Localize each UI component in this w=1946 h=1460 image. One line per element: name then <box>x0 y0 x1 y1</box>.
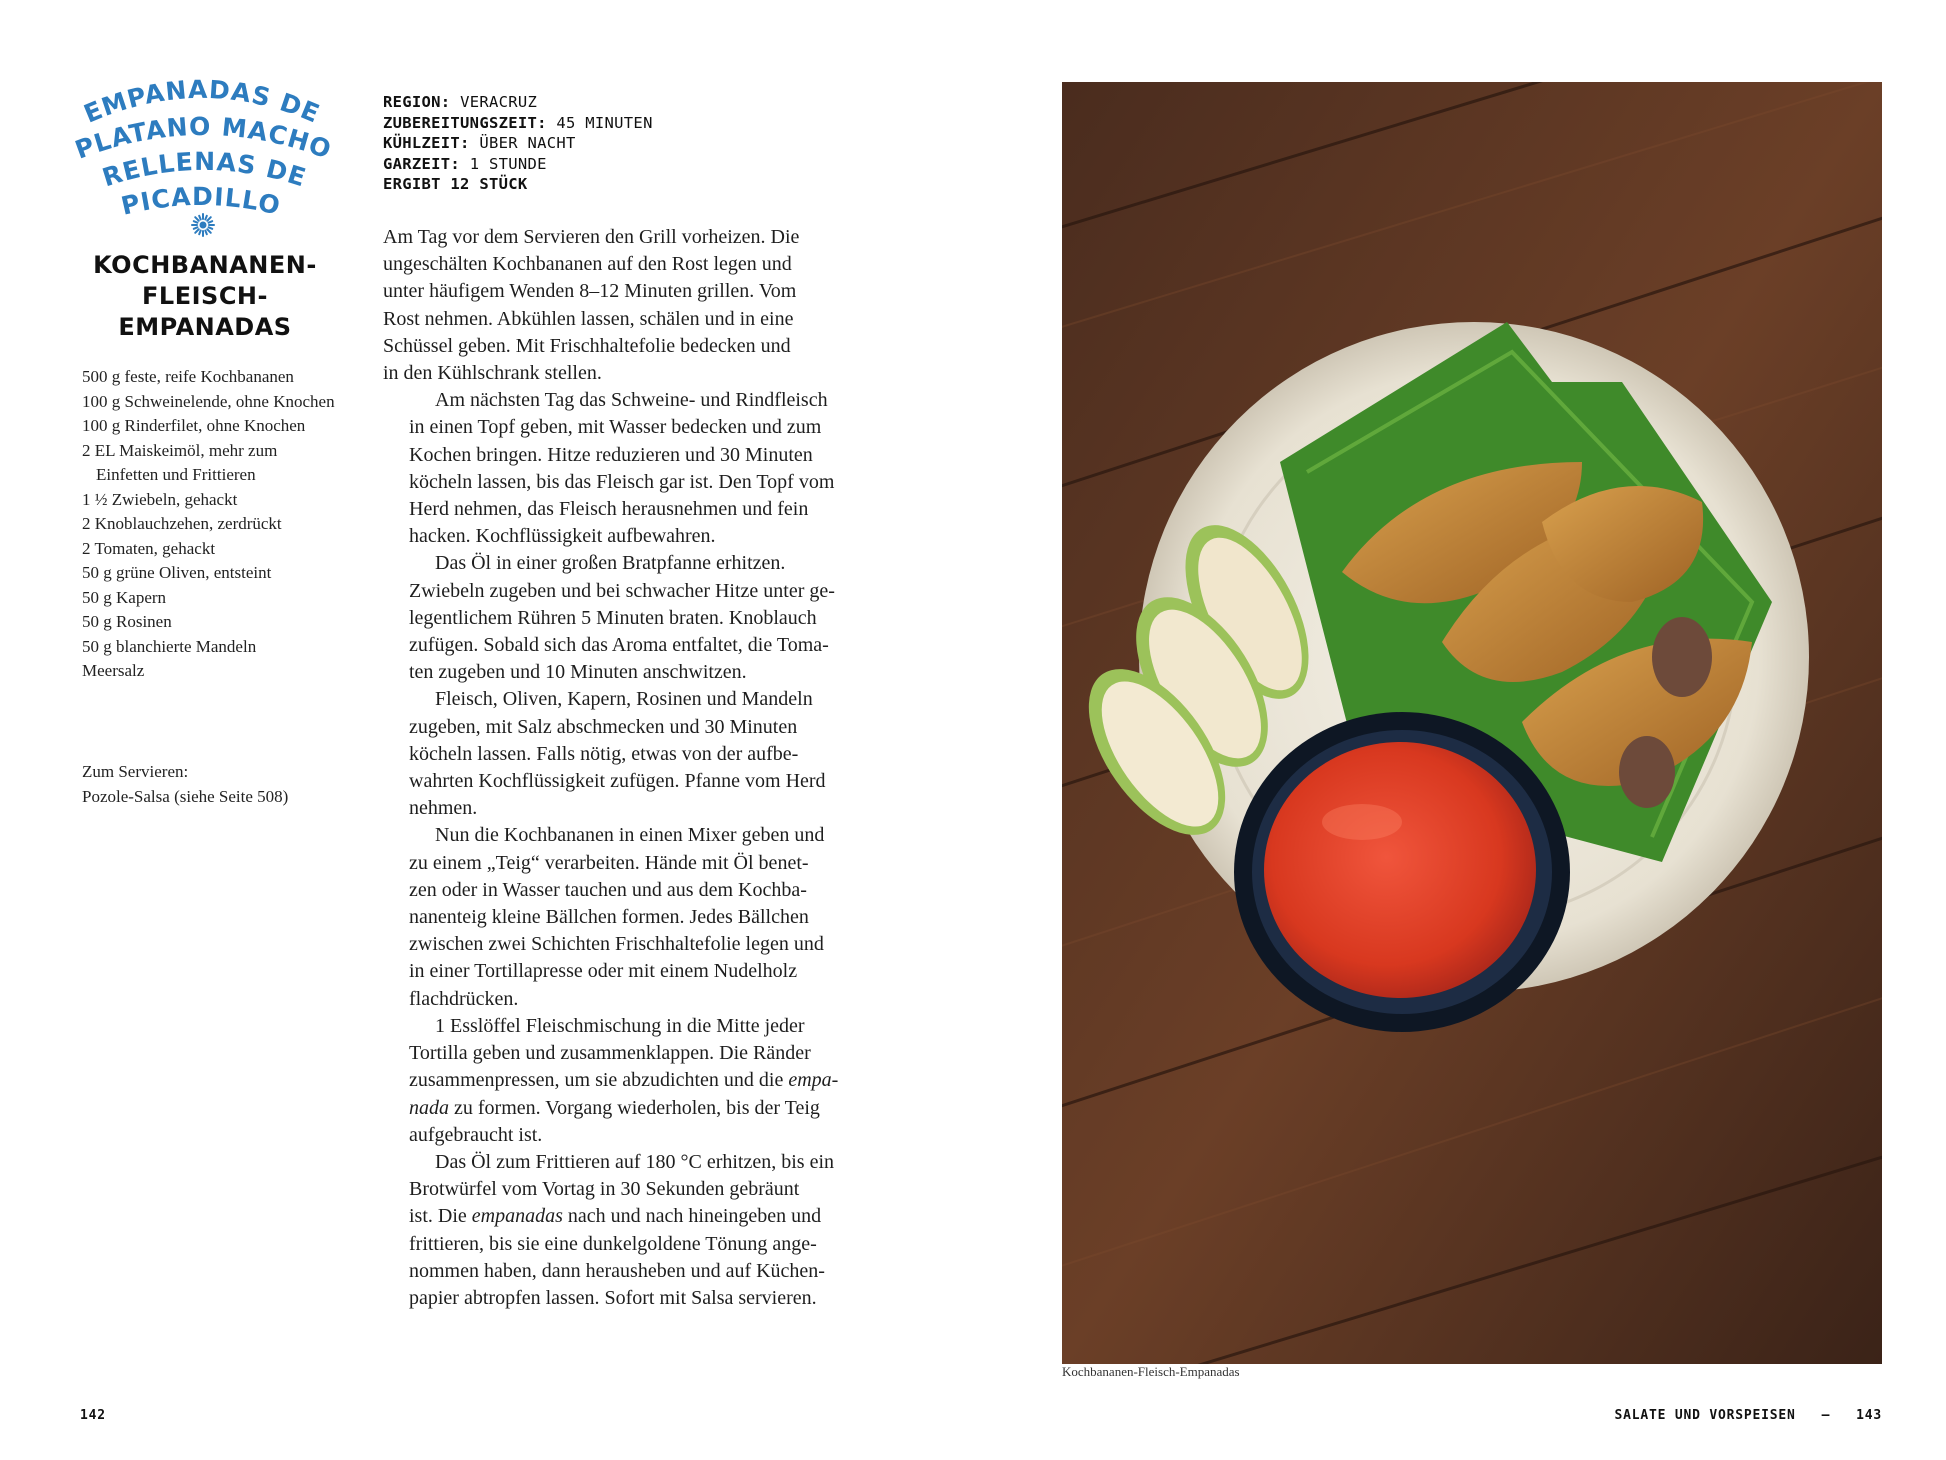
german-title-line: EMPANADAS <box>118 313 292 341</box>
method-line: nommen haben, dann herausheben und auf Küchen- <box>409 1259 825 1282</box>
sun-flower-icon <box>190 212 216 238</box>
method-line: in einer Tortillapresse oder mit einem Nudelholz <box>409 960 798 983</box>
meta-chill-time: KÜHLZEIT: ÜBER NACHT <box>383 134 576 152</box>
page-number-left: 142 <box>80 1408 106 1423</box>
method-line: Am Tag vor dem Servieren den Grill vorheizen. Die <box>383 226 800 248</box>
method-line: hacken. Kochflüssigkeit aufbewahren. <box>409 525 716 548</box>
method-line: unter häufigem Wenden 8–12 Minuten grillen. Vom <box>383 280 797 303</box>
serving-label: Zum Servieren: <box>82 762 189 781</box>
dish-photo <box>1062 82 1882 1364</box>
serving-item: Pozole-Salsa (siehe Seite 508) <box>82 786 289 806</box>
method-line: nehmen. <box>409 797 478 820</box>
ingredient-item: 2 Tomaten, gehackt <box>82 538 216 558</box>
method-line: ungeschälten Kochbananen auf den Rost legen und <box>383 253 792 276</box>
meta-yield: ERGIBT 12 STÜCK <box>383 175 528 193</box>
ingredient-item: 500 g feste, reife Kochbananen <box>82 367 294 386</box>
method-paragraph <box>383 387 873 550</box>
method-line: Am nächsten Tag das Schweine- und Rindfleisch <box>435 389 828 412</box>
method-line: zusammenpressen, um sie abzudichten und die empa- <box>409 1069 839 1092</box>
method-line: köcheln lassen, bis das Fleisch gar ist. Den Topf vom <box>409 470 835 493</box>
method-line: Kochen bringen. Hitze reduzieren und 30 Minuten <box>409 443 813 466</box>
spanish-title-line-4: PICADILLO <box>118 181 284 221</box>
ingredient-item: 2 Knoblauchzehen, zerdrückt <box>82 514 282 533</box>
method-line: legentlichem Rühren 5 Minuten braten. Knoblauch <box>409 606 817 629</box>
method-line: ist. Die empanadas nach und nach hineingeben und <box>409 1205 822 1228</box>
photo-caption: Kochbananen-Fleisch-Empanadas <box>1062 1364 1240 1379</box>
german-title-line: FLEISCH- <box>142 282 268 310</box>
method-line: zu einem „Teig“ verarbeiten. Hände mit Öl benet- <box>409 851 809 874</box>
spanish-title-line-1: EMPANADAS DE <box>79 74 325 129</box>
meta-prep-time: ZUBEREITUNGSZEIT: 45 MINUTEN <box>383 113 653 132</box>
method-line: Tortilla geben und zusammenklappen. Die Ränder <box>409 1042 811 1065</box>
method-line: Herd nehmen, das Fleisch herausnehmen und fein <box>409 498 809 521</box>
method-line: 1 Esslöffel Fleischmischung in die Mitte jeder <box>435 1014 805 1037</box>
method-line: in den Kühlschrank stellen. <box>383 362 602 385</box>
spanish-title-arc <box>62 74 342 232</box>
method-line: in einen Topf geben, mit Wasser bedecken und zum <box>409 416 822 439</box>
ingredient-item: 50 g blanchierte Mandeln <box>82 636 257 656</box>
method-line: Nun die Kochbananen in einen Mixer geben und <box>435 824 825 847</box>
section-name: SALATE UND VORSPEISEN <box>1614 1408 1796 1423</box>
method-line: zufügen. Sobald sich das Aroma entfaltet, die Toma- <box>409 634 829 657</box>
page-footer-right <box>1600 1408 1882 1423</box>
meta-cook-time: GARZEIT: 1 STUNDE <box>383 154 547 173</box>
ingredient-item: 100 g Schweinelende, ohne Knochen <box>82 391 335 411</box>
recipe-meta <box>383 92 743 195</box>
method-line: wahrten Kochflüssigkeit zufügen. Pfanne vom Herd <box>409 770 826 793</box>
serving-suggestion <box>82 760 342 809</box>
method-line: Brotwürfel vom Vortag in 30 Sekunden gebräunt <box>409 1178 800 1201</box>
method-line: köcheln lassen. Falls nötig, etwas von der aufbe- <box>409 742 799 765</box>
ingredient-item: 100 g Rinderfilet, ohne Knochen <box>82 416 306 435</box>
german-title-line: KOCHBANANEN- <box>93 251 317 279</box>
method-line: Fleisch, Oliven, Kapern, Rosinen und Mandeln <box>435 688 813 711</box>
method-line: Zwiebeln zugeben und bei schwacher Hitze unter ge- <box>409 579 835 602</box>
ingredient-list <box>82 365 342 684</box>
method-line: nada zu formen. Vorgang wiederholen, bis der Teig <box>409 1096 820 1119</box>
method-line: frittieren, bis sie eine dunkelgoldene Tönung ange- <box>409 1232 817 1255</box>
ingredient-item: 50 g Rosinen <box>82 612 172 631</box>
method-line: Das Öl in einer großen Bratpfanne erhitzen. <box>435 552 786 575</box>
footer-dash: – <box>1821 1408 1831 1423</box>
method-paragraph <box>383 1149 873 1312</box>
spanish-title-line-2: PLATANO MACHO <box>71 111 336 165</box>
spanish-title <box>62 74 342 232</box>
method-line: zwischen zwei Schichten Frischhaltefolie legen und <box>409 933 824 956</box>
spanish-title-line-3: RELLENAS DE <box>98 146 310 193</box>
method-line: Schüssel geben. Mit Frischhaltefolie bedecken und <box>383 334 791 357</box>
method-line: zen oder in Wasser tauchen und aus dem Kochba- <box>409 878 807 901</box>
method-paragraph <box>383 686 873 822</box>
method-line: nanenteig kleine Bällchen formen. Jedes Bällchen <box>409 906 809 929</box>
method-paragraph <box>383 1013 873 1149</box>
method-paragraph <box>383 224 873 387</box>
method-paragraph <box>383 822 873 1012</box>
method-line: zugeben, mit Salz abschmecken und 30 Minuten <box>409 715 798 738</box>
ingredient-item: 50 g grüne Oliven, entsteint <box>82 563 272 582</box>
method-line: Das Öl zum Frittieren auf 180 °C erhitzen, bis ein <box>435 1150 835 1173</box>
method-line: aufgebraucht ist. <box>409 1123 543 1146</box>
page-number-right: 143 <box>1856 1408 1882 1423</box>
ingredient-item: 2 EL Maiskeimöl, mehr zum Einfetten und Frittieren <box>82 440 278 484</box>
method-line: ten zugeben und 10 Minuten anschwitzen. <box>409 661 747 684</box>
german-title <box>70 250 340 343</box>
ingredient-item: 50 g Kapern <box>82 587 167 607</box>
ingredient-item: Meersalz <box>82 661 145 680</box>
ingredient-item: 1 ½ Zwiebeln, gehackt <box>82 489 238 509</box>
method-line: flachdrücken. <box>409 987 519 1010</box>
method-line: Rost nehmen. Abkühlen lassen, schälen und in eine <box>383 307 794 330</box>
meta-region: REGION: VERACRUZ <box>383 93 538 111</box>
method-line: papier abtropfen lassen. Sofort mit Salsa servieren. <box>409 1286 817 1309</box>
method-paragraph <box>383 550 873 686</box>
method-text <box>383 224 873 1312</box>
